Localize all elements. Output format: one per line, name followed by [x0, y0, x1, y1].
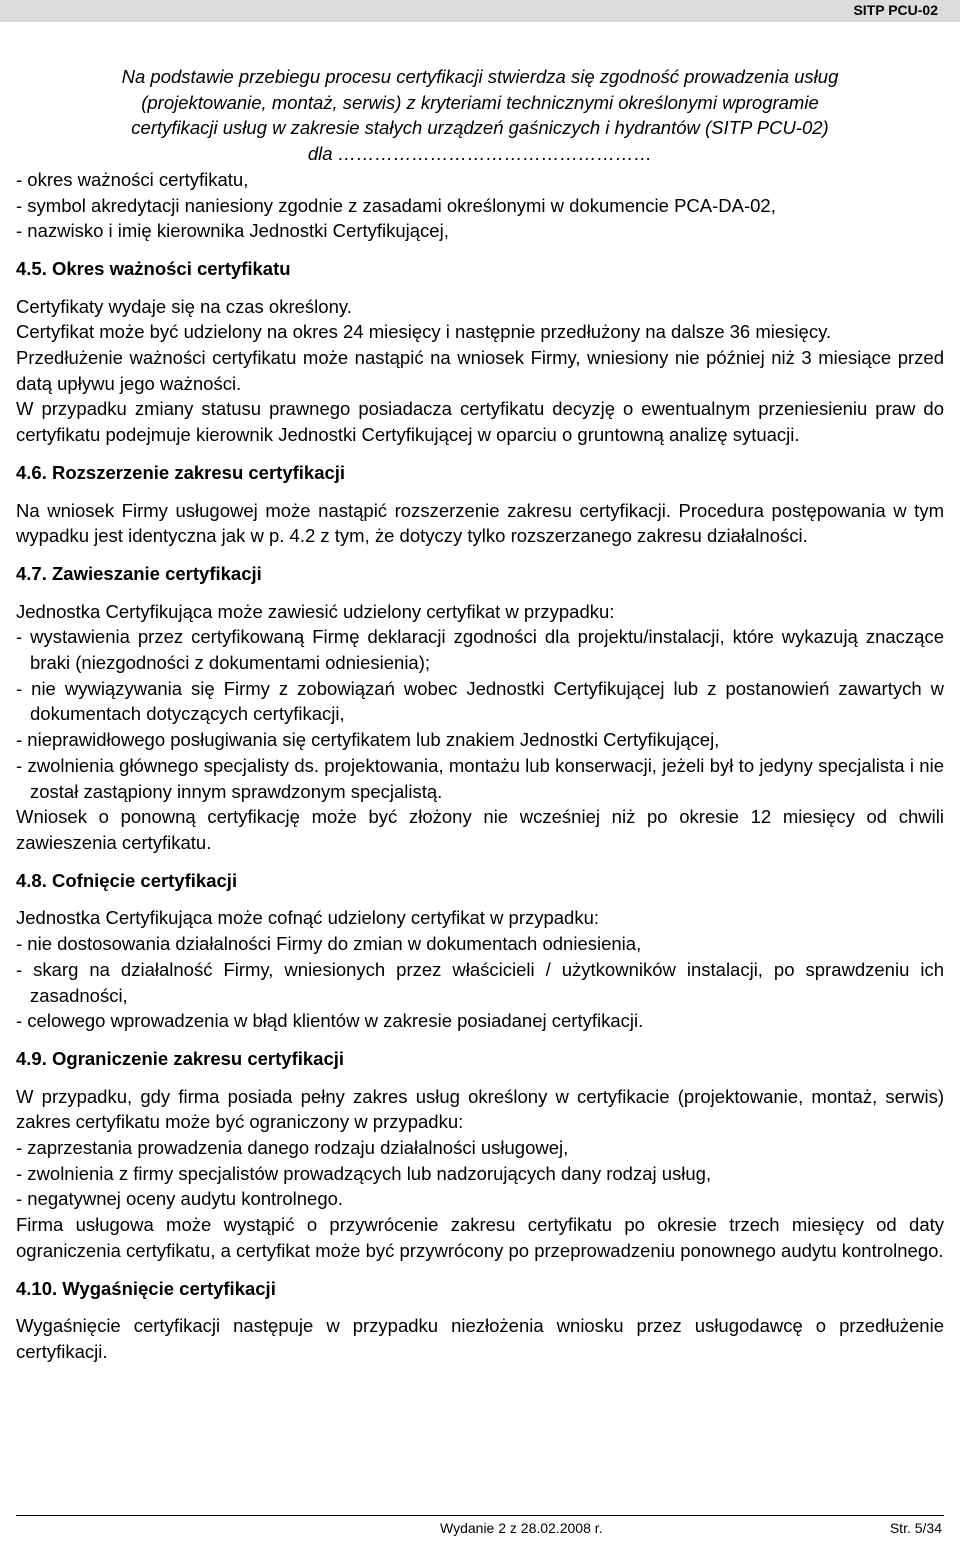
list-item: - zaprzestania prowadzenia danego rodzaju działalności usługowej, — [16, 1137, 569, 1159]
page-header — [0, 0, 960, 22]
list-item: - celowego wprowadzenia w błąd klientów w zakresie posiadanej certyfikacji. — [16, 1010, 644, 1032]
section-heading: 4.8. Cofnięcie certyfikacji — [16, 869, 238, 891]
intro-list — [16, 167, 944, 244]
paragraph: Wygaśnięcie certyfikacji następuje w przypadku niezłożenia wniosku przez usługodawcę o przedłużenie certyfikacji. — [16, 1315, 944, 1362]
footer-edition: Wydanie 2 z 28.02.2008 r. — [440, 1520, 603, 1536]
intro-line: Na podstawie przebiegu procesu certyfikacji stwierdza się zgodność prowadzenia usług — [121, 66, 839, 87]
section-heading: 4.10. Wygaśnięcie certyfikacji — [16, 1277, 276, 1299]
footer-divider — [16, 1515, 944, 1516]
list-item: - okres ważności certyfikatu, — [16, 168, 249, 190]
section-heading: 4.7. Zawieszanie certyfikacji — [16, 562, 262, 584]
page-number: Str. 5/34 — [889, 1520, 942, 1536]
intro-line: certyfikacji usług w zakresie stałych urządzeń gaśniczych i hydrantów (SITP PCU-02) — [131, 117, 829, 139]
paragraph: Wniosek o ponowną certyfikację może być złożony nie wcześniej niż po okresie 12 miesięcy od chwili zawieszenia certyfikatu. — [16, 806, 944, 853]
paragraph: Jednostka Certyfikująca może zawiesić udzielony certyfikat w przypadku: — [16, 600, 615, 622]
paragraph: W przypadku zmiany statusu prawnego posiadacza certyfikatu decyzję o ewentualnym przeniesieniu praw do certyfikatu podejmuje kierownik Jednostki Certyfikującej w oparciu o gruntowną analizę sytuacji. — [16, 398, 944, 446]
paragraph: Jednostka Certyfikująca może cofnąć udzielony certyfikat w przypadku: — [16, 907, 600, 929]
section-heading: 4.9. Ograniczenie zakresu certyfikacji — [16, 1047, 345, 1069]
intro-statement — [16, 64, 944, 167]
list-item: - zwolnienia z firmy specjalistów prowadzących lub nadzorujących dany rodzaj usług, — [16, 1162, 712, 1184]
list-item: - nie dostosowania działalności Firmy do zmian w dokumentach odniesienia, — [16, 933, 642, 955]
intro-line: dla …………………………………………… — [307, 143, 653, 165]
paragraph: Na wniosek Firmy usługowej może nastąpić rozszerzenie zakresu certyfikacji. Procedura postępowania w tym wypadku jest identyczna jak w p. 4.2 z tym, że dotyczy tylko rozszerzanego zakresu działalności. — [16, 499, 944, 547]
list-item: - nazwisko i imię kierownika Jednostki Certyfikującej, — [16, 220, 449, 242]
paragraph: Certyfikat może być udzielony na okres 24 miesięcy i następnie przedłużony na dalsze 36 miesięcy. — [16, 321, 832, 343]
document-code: SITP PCU-02 — [853, 2, 938, 18]
list-item: - zwolnienia głównego specjalisty ds. projektowania, montażu lub konserwacji, jeżeli był to jedyny specjalista i nie został zastąpiony innym sprawdzonym specjalistą. — [16, 754, 944, 802]
list-item: - nieprawidłowego posługiwania się certyfikatem lub znakiem Jednostki Certyfikującej, — [16, 729, 720, 751]
paragraph: Przedłużenie ważności certyfikatu może nastąpić na wniosek Firmy, wniesiony nie później niż 3 miesiące przed datą upływu jego ważności. — [16, 347, 944, 394]
intro-line: (projektowanie, montaż, serwis) z kryteriami technicznymi określonymi wprogramie — [141, 91, 819, 113]
document-body — [16, 64, 944, 1365]
list-item: - skarg na działalność Firmy, wniesionych przez właścicieli / użytkowników instalacji, po sprawdzeniu ich zasadności, — [16, 958, 944, 1006]
paragraph: W przypadku, gdy firma posiada pełny zakres usług określony w certyfikacie (projektowanie, montaż, serwis) zakres certyfikatu może być ograniczony w przypadku: — [16, 1085, 944, 1133]
paragraph: Certyfikaty wydaje się na czas określony. — [16, 295, 352, 317]
section-heading: 4.6. Rozszerzenie zakresu certyfikacji — [16, 461, 346, 483]
list-item: - nie wywiązywania się Firmy z zobowiązań wobec Jednostki Certyfikującej lub z postanowień zawartych w dokumentach dotyczących certyfikacji, — [16, 677, 944, 725]
list-item: - negatywnej oceny audytu kontrolnego. — [16, 1188, 344, 1210]
list-item: - wystawienia przez certyfikowaną Firmę deklaracji zgodności dla projektu/instalacji, które wykazują znaczące braki (niezgodności z dokumentami odniesienia); — [16, 626, 944, 674]
list-item: - symbol akredytacji naniesiony zgodnie z zasadami określonymi w dokumencie PCA-DA-02, — [16, 194, 776, 216]
section-heading: 4.5. Okres ważności certyfikatu — [16, 257, 291, 279]
paragraph: Firma usługowa może wystąpić o przywrócenie zakresu certyfikatu po okresie trzech miesięcy od daty ograniczenia certyfikatu, a certyfikat może być przywrócony po przeprowadzeniu ponownego audytu kontrolnego. — [16, 1214, 944, 1261]
